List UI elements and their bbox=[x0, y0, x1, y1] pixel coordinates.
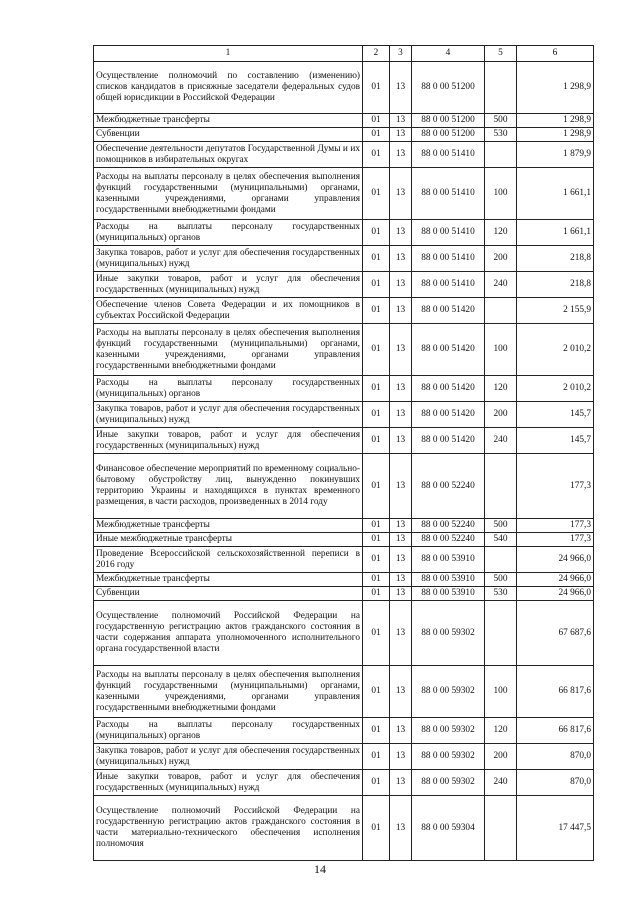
expense-type-cell: 530 bbox=[485, 587, 517, 601]
target-article-cell: 88 0 00 51410 bbox=[412, 272, 485, 298]
section-code-cell: 01 bbox=[363, 519, 390, 533]
table-row bbox=[94, 533, 594, 547]
table-row bbox=[94, 114, 594, 128]
table-row bbox=[94, 298, 594, 324]
amount-cell: 145,7 bbox=[517, 428, 594, 454]
expense-type-cell: 120 bbox=[485, 376, 517, 402]
subsection-code-cell: 13 bbox=[390, 168, 412, 220]
subsection-code-cell: 13 bbox=[390, 573, 412, 587]
expense-type-cell: 200 bbox=[485, 246, 517, 272]
table-row bbox=[94, 246, 594, 272]
target-article-cell: 88 0 00 59304 bbox=[412, 796, 485, 861]
expense-type-cell: 540 bbox=[485, 533, 517, 547]
table-row bbox=[94, 666, 594, 718]
table-row bbox=[94, 454, 594, 519]
subsection-code-cell: 13 bbox=[390, 376, 412, 402]
table-row bbox=[94, 587, 594, 601]
budget-table-body bbox=[94, 46, 594, 861]
section-code-cell: 01 bbox=[363, 547, 390, 573]
row-name-cell: Обеспечение членов Совета Федерации и их помощников в субъектах Российской Федерации bbox=[94, 298, 363, 324]
table-row bbox=[94, 142, 594, 168]
expense-type-cell: 240 bbox=[485, 428, 517, 454]
amount-cell: 17 447,5 bbox=[517, 796, 594, 861]
amount-cell: 218,8 bbox=[517, 246, 594, 272]
section-code-cell: 01 bbox=[363, 62, 390, 114]
subsection-code-cell: 13 bbox=[390, 220, 412, 246]
amount-cell: 2 155,9 bbox=[517, 298, 594, 324]
section-code-cell: 01 bbox=[363, 428, 390, 454]
row-name-cell: Субвенции bbox=[94, 128, 363, 142]
section-code-cell: 01 bbox=[363, 601, 390, 666]
table-header-row bbox=[94, 46, 594, 62]
target-article-cell: 88 0 00 59302 bbox=[412, 744, 485, 770]
section-code-cell: 01 bbox=[363, 376, 390, 402]
target-article-cell: 88 0 00 52240 bbox=[412, 454, 485, 519]
table-row bbox=[94, 744, 594, 770]
table-row bbox=[94, 428, 594, 454]
row-name-cell: Осуществление полномочий по составлению (изменению) списков кандидатов в присяжные заседатели федеральных судов общей юрисдикции в Российской Федерации bbox=[94, 62, 363, 114]
subsection-code-cell: 13 bbox=[390, 718, 412, 744]
expense-type-cell bbox=[485, 62, 517, 114]
amount-cell: 24 966,0 bbox=[517, 587, 594, 601]
table-row bbox=[94, 796, 594, 861]
row-name-cell: Межбюджетные трансферты bbox=[94, 573, 363, 587]
row-name-cell: Расходы на выплаты персоналу в целях обеспечения выполнения функций государственными (муниципальными) органами, казенными учреждениями, органами управления государственными внебюджетными фондами bbox=[94, 168, 363, 220]
amount-cell: 67 687,6 bbox=[517, 601, 594, 666]
amount-cell: 24 966,0 bbox=[517, 547, 594, 573]
expense-type-cell: 120 bbox=[485, 718, 517, 744]
subsection-code-cell: 13 bbox=[390, 601, 412, 666]
target-article-cell: 88 0 00 51420 bbox=[412, 324, 485, 376]
target-article-cell: 88 0 00 51420 bbox=[412, 402, 485, 428]
expense-type-cell: 100 bbox=[485, 168, 517, 220]
table-row bbox=[94, 770, 594, 796]
expense-type-cell: 530 bbox=[485, 128, 517, 142]
subsection-code-cell: 13 bbox=[390, 454, 412, 519]
row-name-cell: Осуществление полномочий Российской Федерации на государственную регистрацию актов гражданского состояния в части содержания аппарата уполномоченного исполнительного органа государственной власти bbox=[94, 601, 363, 666]
target-article-cell: 88 0 00 51420 bbox=[412, 298, 485, 324]
column-header: 6 bbox=[517, 46, 594, 62]
target-article-cell: 88 0 00 53910 bbox=[412, 547, 485, 573]
amount-cell: 1 298,9 bbox=[517, 114, 594, 128]
section-code-cell: 01 bbox=[363, 587, 390, 601]
target-article-cell: 88 0 00 51410 bbox=[412, 246, 485, 272]
column-header: 4 bbox=[412, 46, 485, 62]
section-code-cell: 01 bbox=[363, 298, 390, 324]
amount-cell: 177,3 bbox=[517, 533, 594, 547]
target-article-cell: 88 0 00 59302 bbox=[412, 718, 485, 744]
subsection-code-cell: 13 bbox=[390, 62, 412, 114]
expense-type-cell: 500 bbox=[485, 114, 517, 128]
section-code-cell: 01 bbox=[363, 796, 390, 861]
table-row bbox=[94, 519, 594, 533]
amount-cell: 66 817,6 bbox=[517, 718, 594, 744]
target-article-cell: 88 0 00 51200 bbox=[412, 62, 485, 114]
expense-type-cell bbox=[485, 601, 517, 666]
section-code-cell: 01 bbox=[363, 770, 390, 796]
section-code-cell: 01 bbox=[363, 454, 390, 519]
row-name-cell: Закупка товаров, работ и услуг для обеспечения государственных (муниципальных) нужд bbox=[94, 246, 363, 272]
target-article-cell: 88 0 00 52240 bbox=[412, 533, 485, 547]
target-article-cell: 88 0 00 53910 bbox=[412, 573, 485, 587]
section-code-cell: 01 bbox=[363, 220, 390, 246]
section-code-cell: 01 bbox=[363, 533, 390, 547]
subsection-code-cell: 13 bbox=[390, 796, 412, 861]
row-name-cell: Межбюджетные трансферты bbox=[94, 114, 363, 128]
column-header: 5 bbox=[485, 46, 517, 62]
target-article-cell: 88 0 00 51410 bbox=[412, 142, 485, 168]
expense-type-cell bbox=[485, 142, 517, 168]
subsection-code-cell: 13 bbox=[390, 128, 412, 142]
subsection-code-cell: 13 bbox=[390, 519, 412, 533]
expense-type-cell: 100 bbox=[485, 666, 517, 718]
amount-cell: 2 010,2 bbox=[517, 376, 594, 402]
amount-cell: 1 661,1 bbox=[517, 220, 594, 246]
row-name-cell: Осуществление полномочий Российской Федерации на государственную регистрацию актов гражданского состояния в части материально-технического обеспечения исполнения полномочия bbox=[94, 796, 363, 861]
table-row bbox=[94, 128, 594, 142]
section-code-cell: 01 bbox=[363, 718, 390, 744]
section-code-cell: 01 bbox=[363, 573, 390, 587]
section-code-cell: 01 bbox=[363, 246, 390, 272]
table-row bbox=[94, 573, 594, 587]
expense-type-cell bbox=[485, 547, 517, 573]
target-article-cell: 88 0 00 59302 bbox=[412, 601, 485, 666]
row-name-cell: Обеспечение деятельности депутатов Государственной Думы и их помощников в избирательных округах bbox=[94, 142, 363, 168]
subsection-code-cell: 13 bbox=[390, 272, 412, 298]
subsection-code-cell: 13 bbox=[390, 587, 412, 601]
expense-type-cell: 500 bbox=[485, 573, 517, 587]
table-row bbox=[94, 272, 594, 298]
expense-type-cell: 240 bbox=[485, 770, 517, 796]
table-row bbox=[94, 168, 594, 220]
table-row bbox=[94, 402, 594, 428]
subsection-code-cell: 13 bbox=[390, 533, 412, 547]
section-code-cell: 01 bbox=[363, 324, 390, 376]
row-name-cell: Расходы на выплаты персоналу государственных (муниципальных) органов bbox=[94, 376, 363, 402]
page-number: 14 bbox=[314, 862, 326, 876]
target-article-cell: 88 0 00 51200 bbox=[412, 114, 485, 128]
row-name-cell: Проведение Всероссийской сельскохозяйственной переписи в 2016 году bbox=[94, 547, 363, 573]
subsection-code-cell: 13 bbox=[390, 744, 412, 770]
expense-type-cell bbox=[485, 796, 517, 861]
row-name-cell: Расходы на выплаты персоналу в целях обеспечения выполнения функций государственными (муниципальными) органами, казенными учреждениями, органами управления государственными внебюджетными фондами bbox=[94, 324, 363, 376]
row-name-cell: Субвенции bbox=[94, 587, 363, 601]
target-article-cell: 88 0 00 53910 bbox=[412, 587, 485, 601]
subsection-code-cell: 13 bbox=[390, 246, 412, 272]
section-code-cell: 01 bbox=[363, 402, 390, 428]
subsection-code-cell: 13 bbox=[390, 324, 412, 376]
row-name-cell: Иные межбюджетные трансферты bbox=[94, 533, 363, 547]
row-name-cell: Расходы на выплаты персоналу государственных (муниципальных) органов bbox=[94, 718, 363, 744]
row-name-cell: Закупка товаров, работ и услуг для обеспечения государственных (муниципальных) нужд bbox=[94, 744, 363, 770]
table-row bbox=[94, 220, 594, 246]
amount-cell: 870,0 bbox=[517, 744, 594, 770]
amount-cell: 1 879,9 bbox=[517, 142, 594, 168]
column-header: 2 bbox=[363, 46, 390, 62]
subsection-code-cell: 13 bbox=[390, 666, 412, 718]
expense-type-cell: 240 bbox=[485, 272, 517, 298]
subsection-code-cell: 13 bbox=[390, 770, 412, 796]
amount-cell: 1 298,9 bbox=[517, 128, 594, 142]
row-name-cell: Расходы на выплаты персоналу в целях обеспечения выполнения функций государственными (муниципальными) органами, казенными учреждениями, органами управления государственными внебюджетными фондами bbox=[94, 666, 363, 718]
section-code-cell: 01 bbox=[363, 168, 390, 220]
expense-type-cell: 500 bbox=[485, 519, 517, 533]
target-article-cell: 88 0 00 59302 bbox=[412, 770, 485, 796]
expense-type-cell: 200 bbox=[485, 402, 517, 428]
subsection-code-cell: 13 bbox=[390, 402, 412, 428]
table-row bbox=[94, 376, 594, 402]
table-row bbox=[94, 547, 594, 573]
section-code-cell: 01 bbox=[363, 142, 390, 168]
amount-cell: 177,3 bbox=[517, 454, 594, 519]
amount-cell: 2 010,2 bbox=[517, 324, 594, 376]
subsection-code-cell: 13 bbox=[390, 298, 412, 324]
subsection-code-cell: 13 bbox=[390, 114, 412, 128]
column-header: 3 bbox=[390, 46, 412, 62]
section-code-cell: 01 bbox=[363, 272, 390, 298]
target-article-cell: 88 0 00 51410 bbox=[412, 168, 485, 220]
column-header: 1 bbox=[94, 46, 363, 62]
table-row bbox=[94, 62, 594, 114]
table-row bbox=[94, 601, 594, 666]
section-code-cell: 01 bbox=[363, 666, 390, 718]
budget-table bbox=[93, 45, 594, 861]
amount-cell: 177,3 bbox=[517, 519, 594, 533]
subsection-code-cell: 13 bbox=[390, 428, 412, 454]
amount-cell: 145,7 bbox=[517, 402, 594, 428]
table-row bbox=[94, 324, 594, 376]
subsection-code-cell: 13 bbox=[390, 547, 412, 573]
target-article-cell: 88 0 00 51200 bbox=[412, 128, 485, 142]
section-code-cell: 01 bbox=[363, 128, 390, 142]
expense-type-cell: 100 bbox=[485, 324, 517, 376]
amount-cell: 66 817,6 bbox=[517, 666, 594, 718]
expense-type-cell bbox=[485, 454, 517, 519]
section-code-cell: 01 bbox=[363, 744, 390, 770]
target-article-cell: 88 0 00 51420 bbox=[412, 376, 485, 402]
row-name-cell: Закупка товаров, работ и услуг для обеспечения государственных (муниципальных) нужд bbox=[94, 402, 363, 428]
amount-cell: 24 966,0 bbox=[517, 573, 594, 587]
expense-type-cell bbox=[485, 298, 517, 324]
target-article-cell: 88 0 00 59302 bbox=[412, 666, 485, 718]
target-article-cell: 88 0 00 51410 bbox=[412, 220, 485, 246]
row-name-cell: Межбюджетные трансферты bbox=[94, 519, 363, 533]
target-article-cell: 88 0 00 51420 bbox=[412, 428, 485, 454]
expense-type-cell: 120 bbox=[485, 220, 517, 246]
row-name-cell: Иные закупки товаров, работ и услуг для обеспечения государственных (муниципальных) нужд bbox=[94, 770, 363, 796]
amount-cell: 1 298,9 bbox=[517, 62, 594, 114]
table-row bbox=[94, 718, 594, 744]
row-name-cell: Иные закупки товаров, работ и услуг для обеспечения государственных (муниципальных) нужд bbox=[94, 272, 363, 298]
row-name-cell: Финансовое обеспечение мероприятий по временному социально-бытовому обустройству лиц, вынужденно покинувших территорию Украины и находящихся в пунктах временного размещения, в части расходов, произведенных в 2014 году bbox=[94, 454, 363, 519]
amount-cell: 1 661,1 bbox=[517, 168, 594, 220]
expense-type-cell: 200 bbox=[485, 744, 517, 770]
section-code-cell: 01 bbox=[363, 114, 390, 128]
amount-cell: 870,0 bbox=[517, 770, 594, 796]
row-name-cell: Расходы на выплаты персоналу государственных (муниципальных) органов bbox=[94, 220, 363, 246]
target-article-cell: 88 0 00 52240 bbox=[412, 519, 485, 533]
subsection-code-cell: 13 bbox=[390, 142, 412, 168]
amount-cell: 218,8 bbox=[517, 272, 594, 298]
row-name-cell: Иные закупки товаров, работ и услуг для обеспечения государственных (муниципальных) нужд bbox=[94, 428, 363, 454]
